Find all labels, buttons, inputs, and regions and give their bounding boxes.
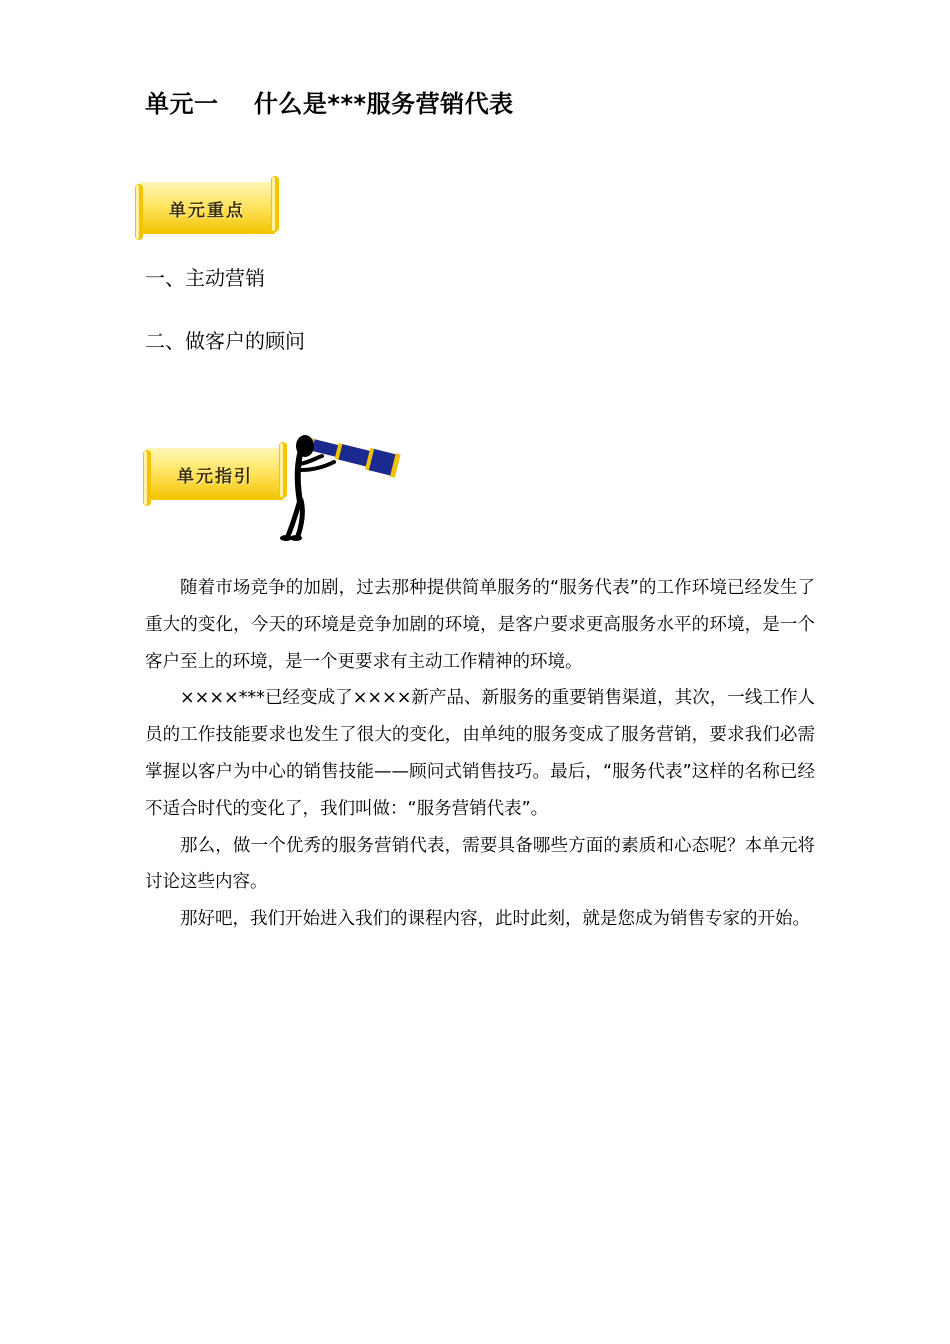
key-point-item: 二、做客户的顾问 (145, 329, 305, 353)
guide-banner (141, 440, 289, 508)
paragraph: ××××***已经变成了××××新产品、新服务的重要销售渠道，其次，一线工作人员的工作技能要求也发生了很大的变化，由单纯的服务变成了服务营销，要求我们必需掌握以客户为中心的销售技能——顾问式销售技巧。最后，“服务代表”这样的名称已经不适合时代的变化了，我们叫做：“服务营销代表”。 (145, 688, 815, 819)
page-title: 单元一 什么是***服务营销代表 (145, 90, 514, 118)
key-point-item: 一、主动营销 (145, 266, 265, 290)
paragraph: 那好吧，我们开始进入我们的课程内容，此时此刻，就是您成为销售专家的开始。 (180, 909, 810, 930)
guide-banner-label: 单元指引 (177, 466, 253, 487)
key-points-banner-label: 单元重点 (169, 200, 245, 221)
paragraph: 随着市场竞争的加剧，过去那种提供简单服务的“服务代表”的工作环境已经发生了重大的变化，今天的环境是竞争加剧的环境，是客户要求更高服务水平的环境，是一个客户至上的环境，是一个更要求有主动工作精神的环境。 (145, 578, 815, 672)
telescope-figure-icon (270, 432, 405, 548)
guide-body (145, 570, 815, 938)
key-points-banner (133, 174, 281, 242)
paragraph: 那么，做一个优秀的服务营销代表，需要具备哪些方面的素质和心态呢？本单元将讨论这些内容。 (145, 835, 815, 893)
